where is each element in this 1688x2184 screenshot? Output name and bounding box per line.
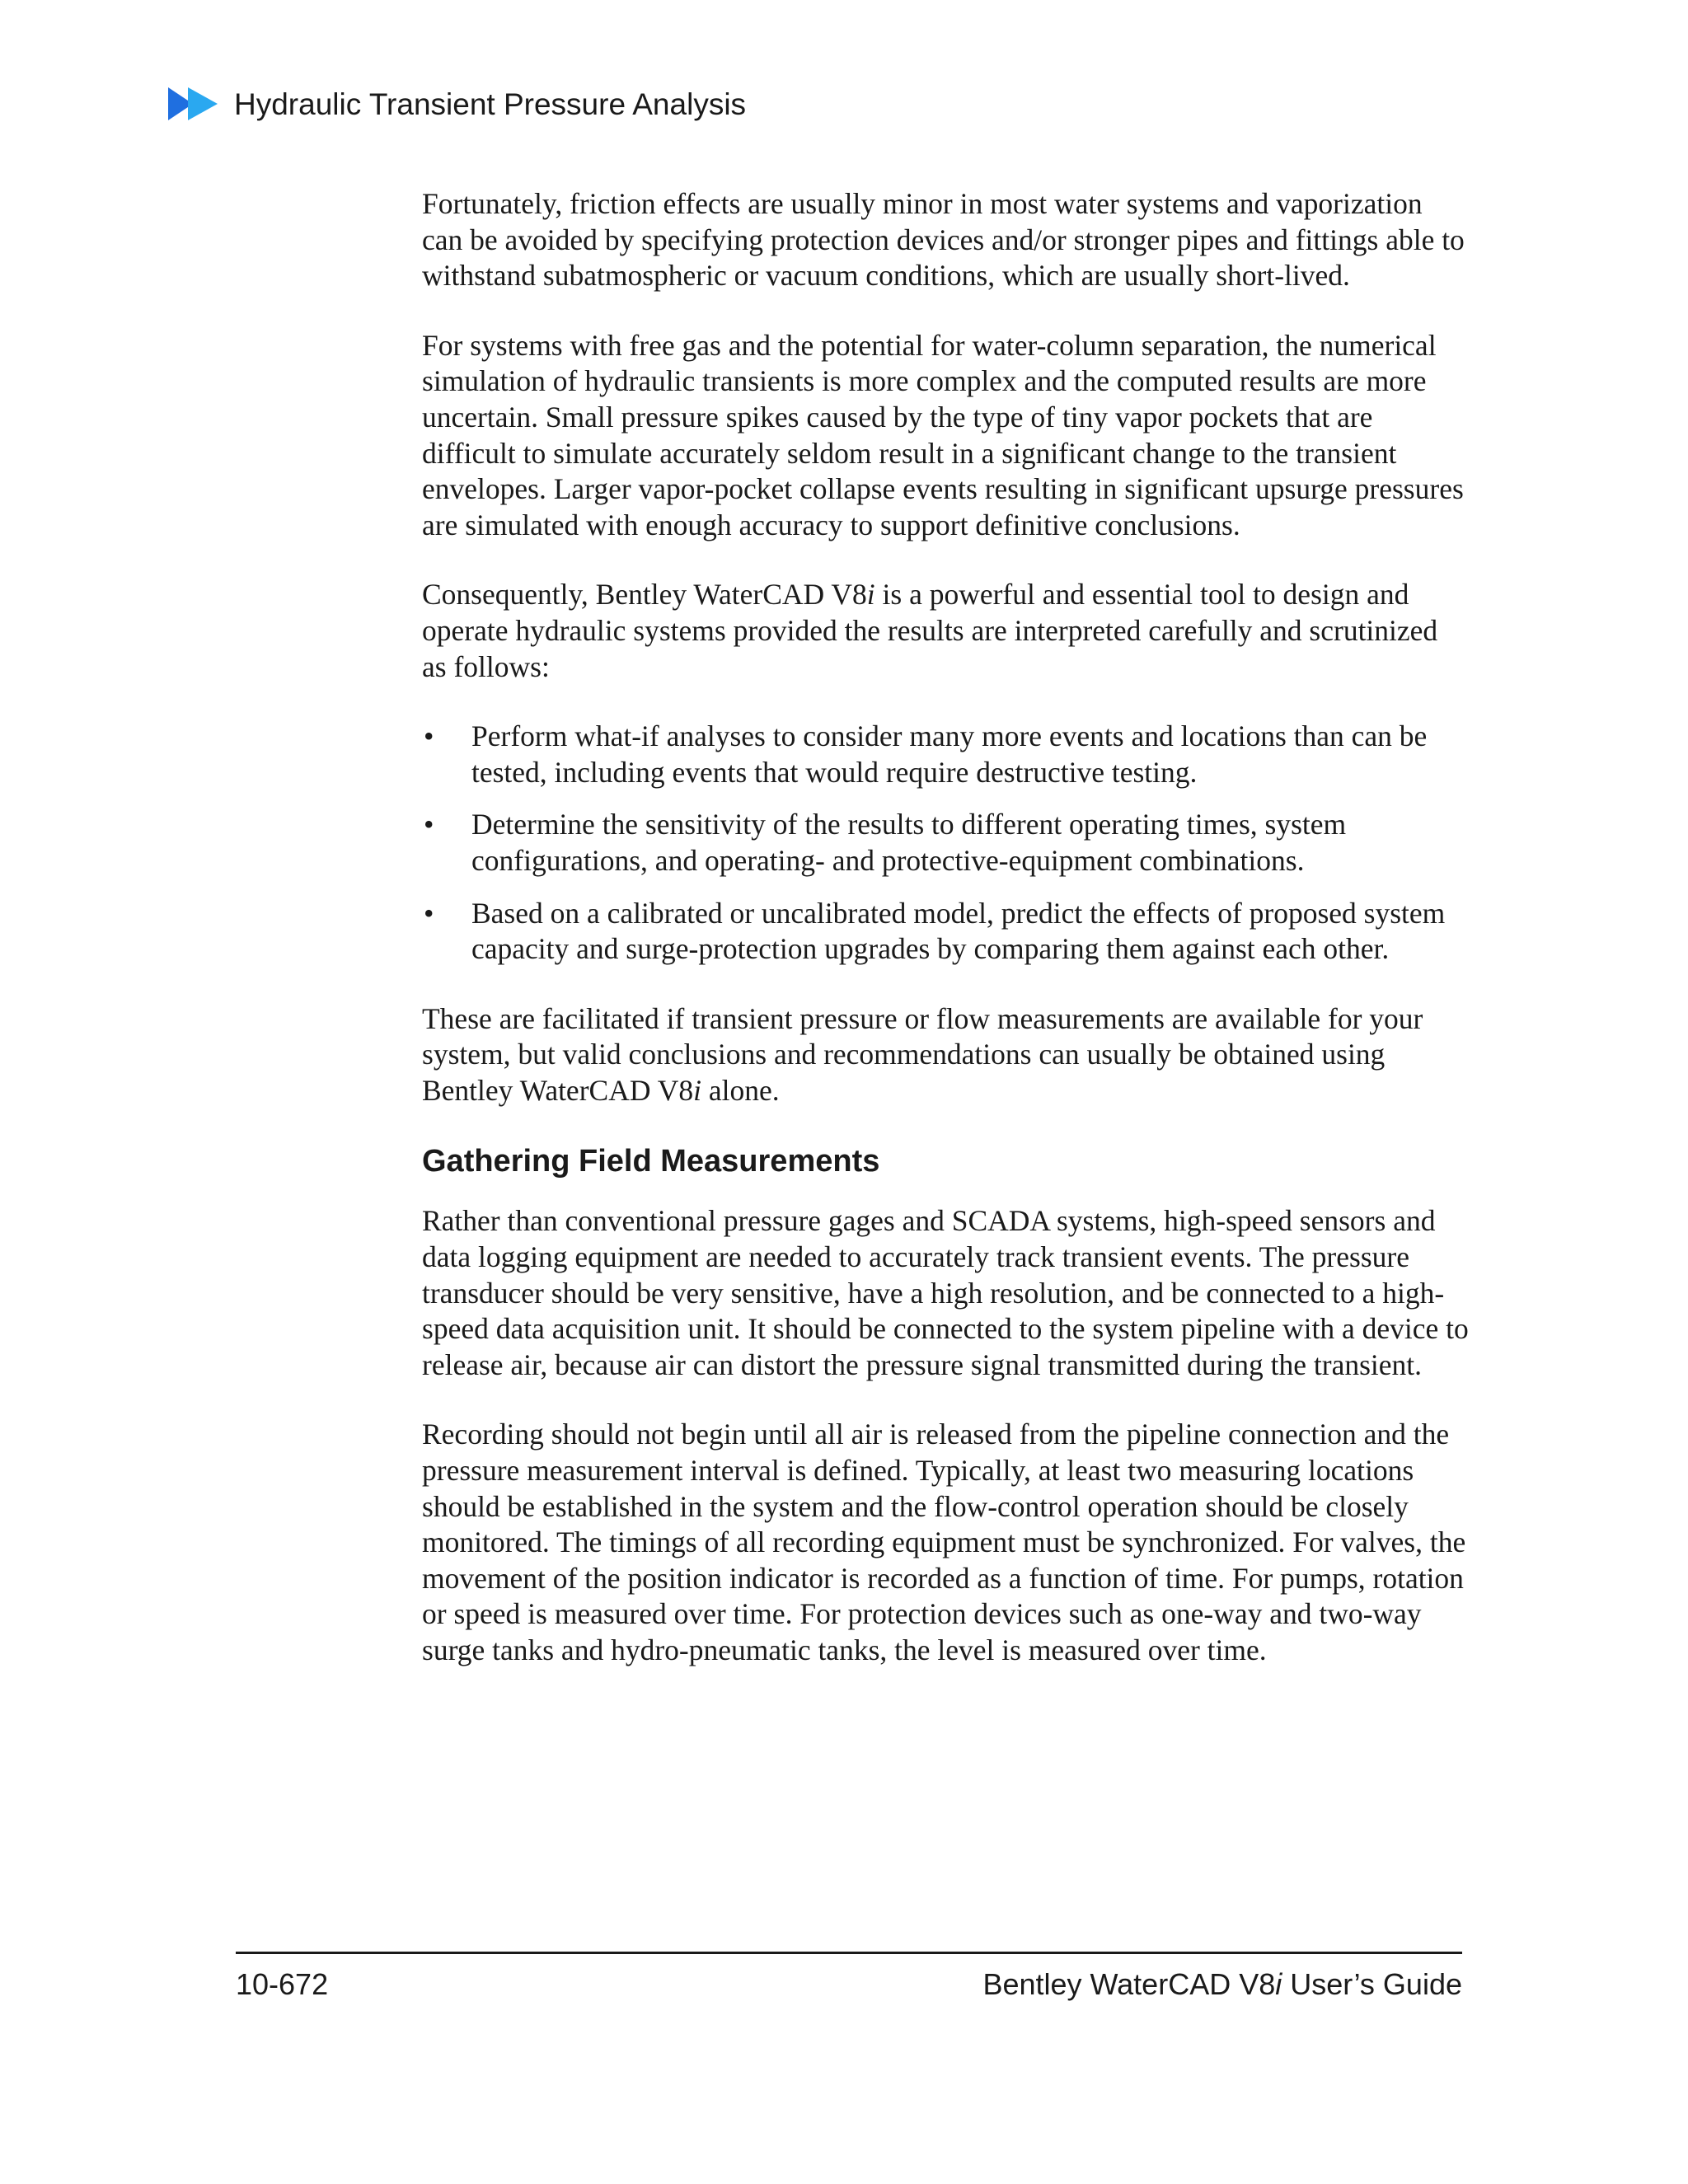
bullet-marker: • bbox=[424, 896, 434, 930]
double-chevron-right-icon bbox=[168, 86, 221, 122]
header-title: Hydraulic Transient Pressure Analysis bbox=[234, 87, 747, 121]
paragraph-facilitated: These are facilitated if transient pressure or flow measurements are available for your system, but valid conclusions and recommendations can usually be obtained using Bentley WaterCAD V8i alone. bbox=[422, 1001, 1423, 1107]
page-number: 10-672 bbox=[236, 1967, 329, 2001]
bullet-marker: • bbox=[424, 719, 434, 753]
list-item: • Based on a calibrated or uncalibrated model, predict the effects of proposed system capacity and surge-protection upgrades by comparing them against each other. bbox=[424, 896, 1446, 966]
running-header bbox=[168, 86, 746, 122]
list-item: • Determine the sensitivity of the results to different operating times, system configurations, and operating- and protective-equipment combinations. bbox=[424, 808, 1347, 877]
page-body bbox=[422, 186, 1469, 1703]
bullet-list bbox=[422, 719, 1469, 968]
section-heading: Gathering Field Measurements bbox=[422, 1144, 880, 1179]
paragraph-sensors: Rather than conventional pressure gages and SCADA systems, high-speed sensors and data logging equipment are needed to accurately track transient events. The pressure transducer should be very sensitive, have a high resolution, and be connected to a high-speed data acquisition unit. It should be connected to the system pipeline with a device to release air, because air can distort the pressure signal transmitted during the transient. bbox=[422, 1204, 1469, 1381]
paragraph-friction: Fortunately, friction effects are usually minor in most water systems and vaporization can be avoided by specifying protection devices and/or stronger pipes and fittings able to withstand subatmospheric or vacuum conditions, which are usually short-lived. bbox=[422, 187, 1465, 293]
guide-title: Bentley WaterCAD V8i User’s Guide bbox=[982, 1967, 1462, 2001]
footer-divider bbox=[236, 1952, 1462, 1954]
paragraph-free-gas: For systems with free gas and the potential for water-column separation, the numerical simulation of hydraulic transients is more complex and the computed results are more uncertain. Small pressure spikes caused by the type of tiny vapor pockets that are difficult to simulate accurately seldom result in a significant change to the transient envelopes. Larger vapor-pocket collapse events resulting in significant upsurge pressures are simulated with enough accuracy to support definitive conclusions. bbox=[422, 328, 1464, 541]
list-item: • Perform what-if analyses to consider many more events and locations than can be tested, including events that would require destructive testing. bbox=[424, 719, 1428, 789]
bullet-marker: • bbox=[424, 808, 434, 841]
paragraph-recording: Recording should not begin until all air is released from the pipeline connection and the pressure measurement interval is defined. Typically, at least two measuring locations should be established in the system and the flow-control operation should be closely monitored. The timings of all recording equipment must be synchronized. For valves, the movement of the position indicator is recorded as a function of time. For pumps, rotation or speed is measured over time. For protection devices such as one-way and two-way surge tanks and hydro-pneumatic tanks, the level is measured over time. bbox=[422, 1418, 1466, 1666]
paragraph-consequently: Consequently, Bentley WaterCAD V8i is a powerful and essential tool to design and operate hydraulic systems provided the results are interpreted carefully and scrutinized as follows: bbox=[422, 578, 1438, 683]
